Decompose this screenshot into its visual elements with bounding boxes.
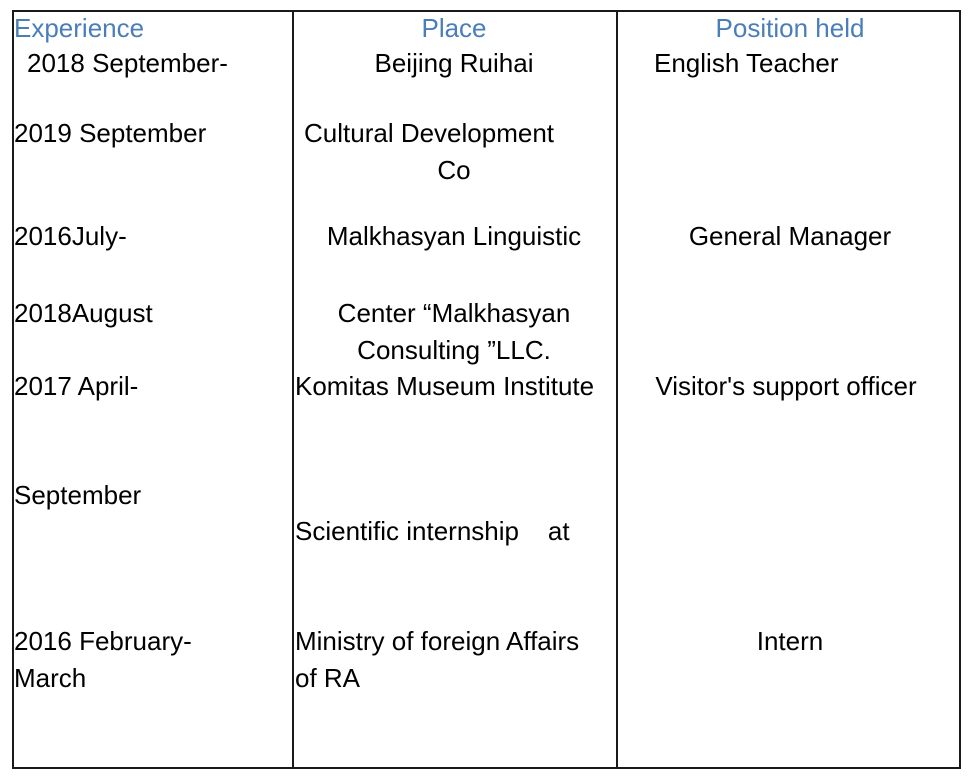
row1-place-line1: Beijing Ruihai [374,48,534,78]
row3-experience-end: September [14,480,142,510]
row2-place-line1: Malkhasyan Linguistic [326,221,582,251]
header-place: Place [421,13,487,43]
row4-experience-end: March [14,663,87,693]
row3-place-line1: Komitas Museum Institute [295,371,595,401]
row2-experience-start: 2016July- [14,221,127,251]
row2-place-line3: Consulting ”LLC. [357,335,551,365]
row2-place-line2: Center “Malkhasyan [337,298,571,328]
row2-experience-end: 2018August [14,298,153,328]
row1-place-line3: Co [437,155,471,185]
row1-experience-end: 2019 September [14,118,207,148]
row4-experience-start: 2016 February- [14,626,192,656]
row3-place-line2: Scientific internship at [295,516,570,546]
header-experience: Experience [14,13,145,43]
column-divider-2 [616,10,618,769]
row1-experience-start: 2018 September- [27,48,228,78]
row2-position: General Manager [688,221,892,251]
row1-position: English Teacher [654,48,839,78]
row3-position: Visitor's support officer [655,371,917,401]
row1-place-line2: Cultural Development [304,118,555,148]
row4-position: Intern [756,626,824,656]
column-divider-1 [292,10,294,769]
row4-place-line2: of RA [295,663,361,693]
header-position: Position held [715,13,865,43]
row3-experience-start: 2017 April- [14,371,139,401]
row4-place-line1: Ministry of foreign Affairs [295,626,580,656]
